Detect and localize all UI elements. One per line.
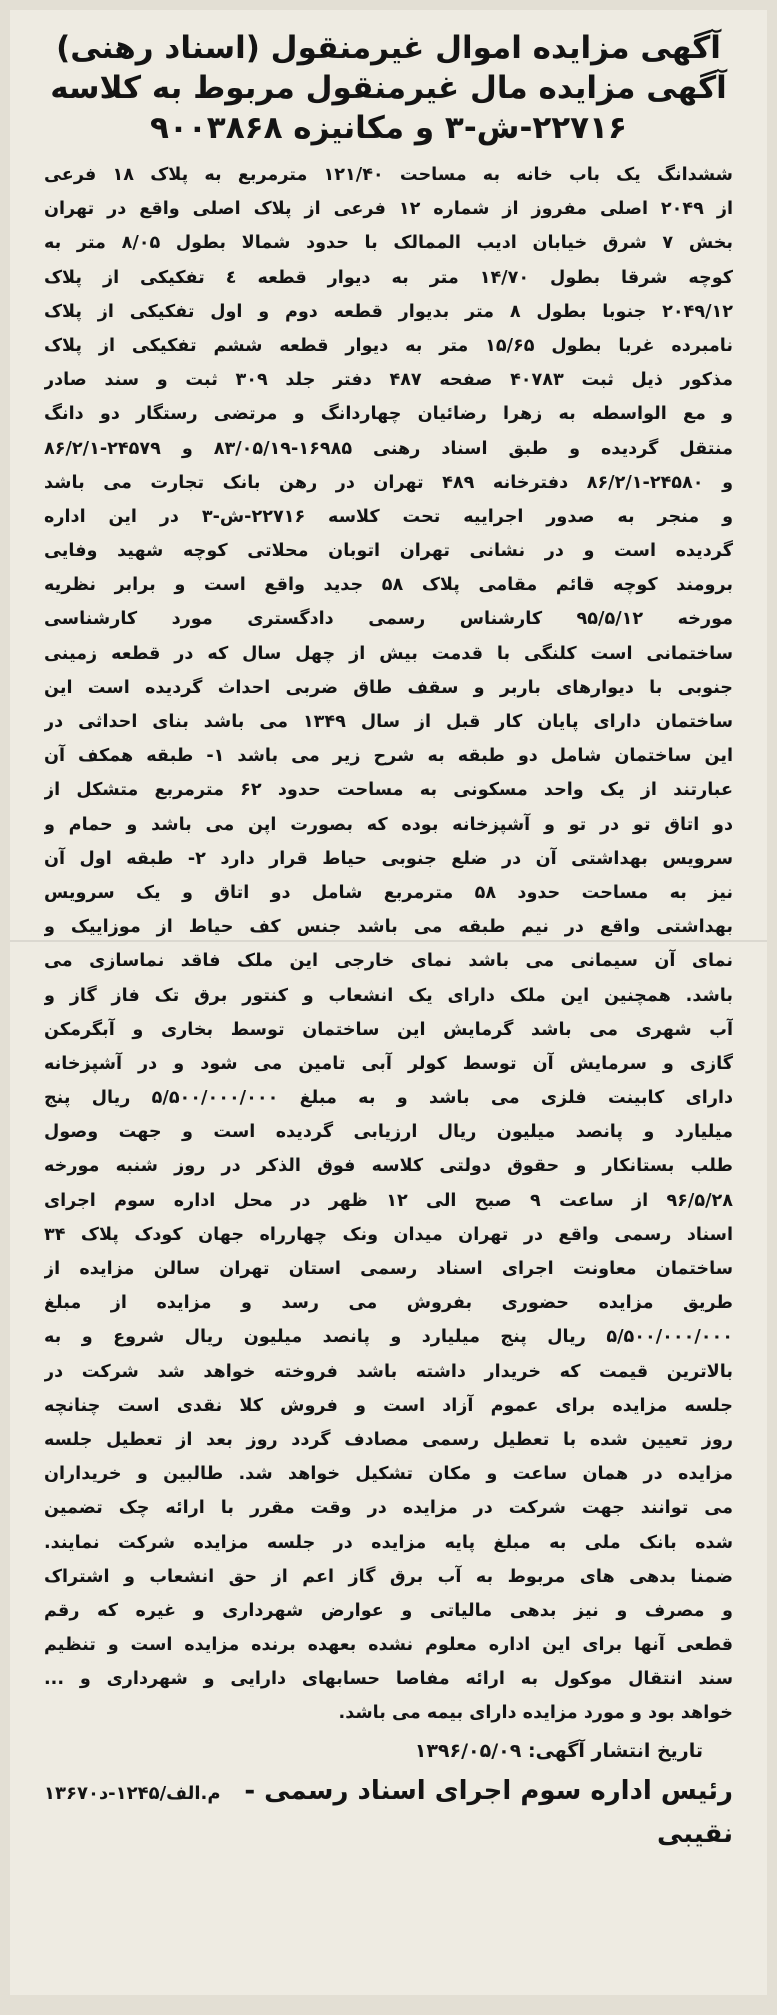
body-line: ۹۶/۵/۲۸ از ساعت ۹ صبح الی ۱۲ ظهر در محل اداره سوم اجرای: [44, 1190, 733, 1211]
body-line: از ۲۰۴۹ اصلی مفروز از شماره ۱۲ فرعی از پلاک اصلی واقع در تهران: [44, 199, 733, 220]
body-line: گازی و سرمایش آن توسط کولر آبی تامین می شود و در آشپزخانه: [44, 1053, 733, 1074]
body-line: طریق مزایده حضوری بفروش می رسد و مزایده از مبلغ: [44, 1293, 733, 1314]
body-line: نیز به مساحت حدود ۵۸ مترمربع شامل دو اتاق و یک سرویس: [44, 882, 733, 903]
publish-date: تاریخ انتشار آگهی: ۱۳۹۶/۰۵/۰۹: [414, 1739, 703, 1762]
notice-footer: [44, 1771, 733, 1814]
body-line: ۵/۵۰۰/۰۰۰/۰۰۰ ریال پنج میلیارد و پانصد میلیون ریال شروع و به: [44, 1327, 733, 1348]
body-line: بالاترین قیمت که خریدار داشته باشد فروخته خواهد شد شرکت در: [44, 1361, 733, 1382]
notice-body: [44, 158, 733, 1731]
body-line: جلسه مزایده برای عموم آزاد است و فروش کلا نقدی است چنانچه: [44, 1395, 733, 1416]
body-line: این ساختمان شامل دو طبقه به شرح زیر می باشد ۱- طبقه همکف آن: [44, 746, 733, 767]
body-line: عبارتند از یک واحد مسکونی به مساحت حدود ۶۲ مترمربع متشکل از: [44, 780, 733, 801]
body-line: نامبرده غربا بطول ۱۵/۶۵ متر به دیوار قطعه ششم تفکیکی از پلاک: [44, 335, 733, 356]
notice-header: [44, 28, 733, 148]
body-line: ششدانگ یک باب خانه به مساحت ۱۲۱/۴۰ مترمربع به پلاک ۱۸ فرعی: [44, 165, 733, 185]
body-line: اسناد رسمی واقع در تهران میدان ونک چهارراه جهان کودک پلاک ۳۴: [44, 1224, 733, 1245]
body-line: دارای کابینت فلزی می باشد و به مبلغ ۵/۵۰۰/۰۰۰/۰۰۰ ریال پنج: [44, 1088, 733, 1109]
body-line: سند انتقال موکول به ارائه مفاصا حسابهای دارایی و شهرداری و ...: [44, 1669, 733, 1690]
body-line: خواهد بود و مورد مزایده دارای بیمه می باشد.: [338, 1703, 733, 1724]
body-line: می توانند جهت شرکت در مزایده در وقت مقرر با ارائه چک تضمین: [44, 1498, 733, 1519]
newspaper-notice: [10, 10, 767, 1995]
body-line: ساختمان معاونت اجرای اسناد رسمی استان تهران سالن مزایده از: [44, 1259, 733, 1279]
body-line: بهداشتی واقع در نیم طبقه می باشد جنس کف حیاط از موزاییک و: [44, 917, 733, 938]
body-line: مذکور ذیل ثبت ۴۰۷۸۳ صفحه ۴۸۷ دفتر جلد ۳۰۹ ثبت و سند صادر: [44, 370, 733, 391]
paper-fold: [10, 940, 767, 942]
body-line: بخش ۷ شرق خیابان ادیب الممالک با حدود شمالا بطول ۸/۰۵ متر به: [44, 233, 733, 254]
body-line: ساختمان دارای پایان کار قبل از سال ۱۳۴۹ می باشد بنای احداثی در: [44, 712, 733, 732]
body-line: منتقل گردیده و طبق اسناد رهنی ۱۶۹۸۵-۸۳/۰۵/۱۹ و ۲۴۵۷۹-۸۶/۲/۱: [44, 438, 733, 459]
body-line: قطعی آنها برای این اداره معلوم نشده بعهده برنده مزایده است و تنظیم: [44, 1635, 733, 1656]
body-line: ضمنا بدهی های مربوط به آب برق گاز اعم از حق انشعاب و اشتراک: [44, 1566, 733, 1587]
body-line: برومند کوچه قائم مقامی پلاک ۵۸ جدید واقع است و برابر نظریه: [44, 575, 733, 596]
body-line: گردیده است و در نشانی تهران اتوبان محلاتی کوچه شهید وفایی: [44, 541, 733, 562]
body-line: شده بانک ملی به مبلغ پایه مزایده در جلسه مزایده شرکت نمایند.: [44, 1532, 733, 1553]
body-line: مورخه ۹۵/۵/۱۲ کارشناس رسمی دادگستری مورد کارشناسی: [44, 609, 733, 630]
body-line: و مصرف و نیز بدهی مالیاتی و عوارض شهرداری و غیره که رقم: [44, 1600, 733, 1621]
body-line: ساختمانی است کلنگی با قدمت بیش از چهل سال که در قطعه زمینی: [44, 643, 733, 664]
body-line: طلب بستانکار و حقوق دولتی کلاسه فوق الذکر در روز شنبه مورخه: [44, 1156, 733, 1177]
body-line: نمای آن سیمانی می باشد نمای خارجی این ملک فاقد نماسازی می: [44, 951, 733, 972]
body-line: ۲۰۴۹/۱۲ جنوبا بطول ۸ متر بدیوار قطعه دوم و اول تفکیکی از پلاک: [44, 301, 733, 322]
signature-name: نقیبی: [656, 1818, 733, 1849]
notice-case-number: ۲۲۷۱۶-ش-۳ و مکانیزه ۹۰۰۳۸۶۸: [150, 110, 627, 146]
body-line: دو اتاق تو در تو و آشپزخانه بوده که بصورت اپن می باشد و حمام و: [44, 814, 733, 835]
notice-subtitle: آگهی مزایده مال غیرمنقول مربوط به کلاسه: [50, 70, 727, 106]
body-line: سرویس بهداشتی آن در ضلع جنوبی حیاط قرار دارد ۲- طبقه اول آن: [44, 848, 733, 869]
body-line: و ۲۴۵۸۰-۸۶/۲/۱ دفترخانه ۴۸۹ تهران در رهن بانک تجارت می باشد: [44, 472, 733, 493]
signature-title: رئیس اداره سوم اجرای اسناد رسمی -: [244, 1775, 733, 1806]
body-line: کوچه شرقا بطول ۱۴/۷۰ متر به دیوار قطعه ٤ تفکیکی از پلاک: [44, 267, 733, 288]
notice-title: آگهی مزایده اموال غیرمنقول (اسناد رهنی): [56, 30, 721, 66]
body-line: و منجر به صدور اجراییه تحت کلاسه ۲۲۷۱۶-ش-۳ در این اداره: [44, 506, 733, 527]
body-line: روز تعیین شده با تعطیل رسمی مصادف گردد روز بعد از تعطیل جلسه: [44, 1429, 733, 1450]
notice-code: ۱۳۶۷۰م.الف/۱۲۴۵-د: [44, 1782, 221, 1804]
body-line: باشد. همچنین این ملک دارای یک انشعاب و کنتور برق تک فاز گاز و: [44, 985, 733, 1006]
body-line: و مع الواسطه به زهرا رضائیان چهاردانگ و مرتضی رستگار دو دانگ: [44, 404, 733, 425]
body-line: مزایده در همان ساعت و مکان تشکیل خواهد شد. طالبین و خریداران: [44, 1464, 733, 1485]
body-line: میلیارد و پانصد میلیون ریال ارزیابی گردیده است و جهت وصول: [44, 1122, 733, 1143]
body-line: جنوبی با دیوارهای باربر و سقف طاق ضربی احداث گردیده است این: [44, 677, 733, 698]
body-line: آب شهری می باشد گرمایش این ساختمان توسط بخاری و آبگرمکن: [44, 1019, 733, 1040]
